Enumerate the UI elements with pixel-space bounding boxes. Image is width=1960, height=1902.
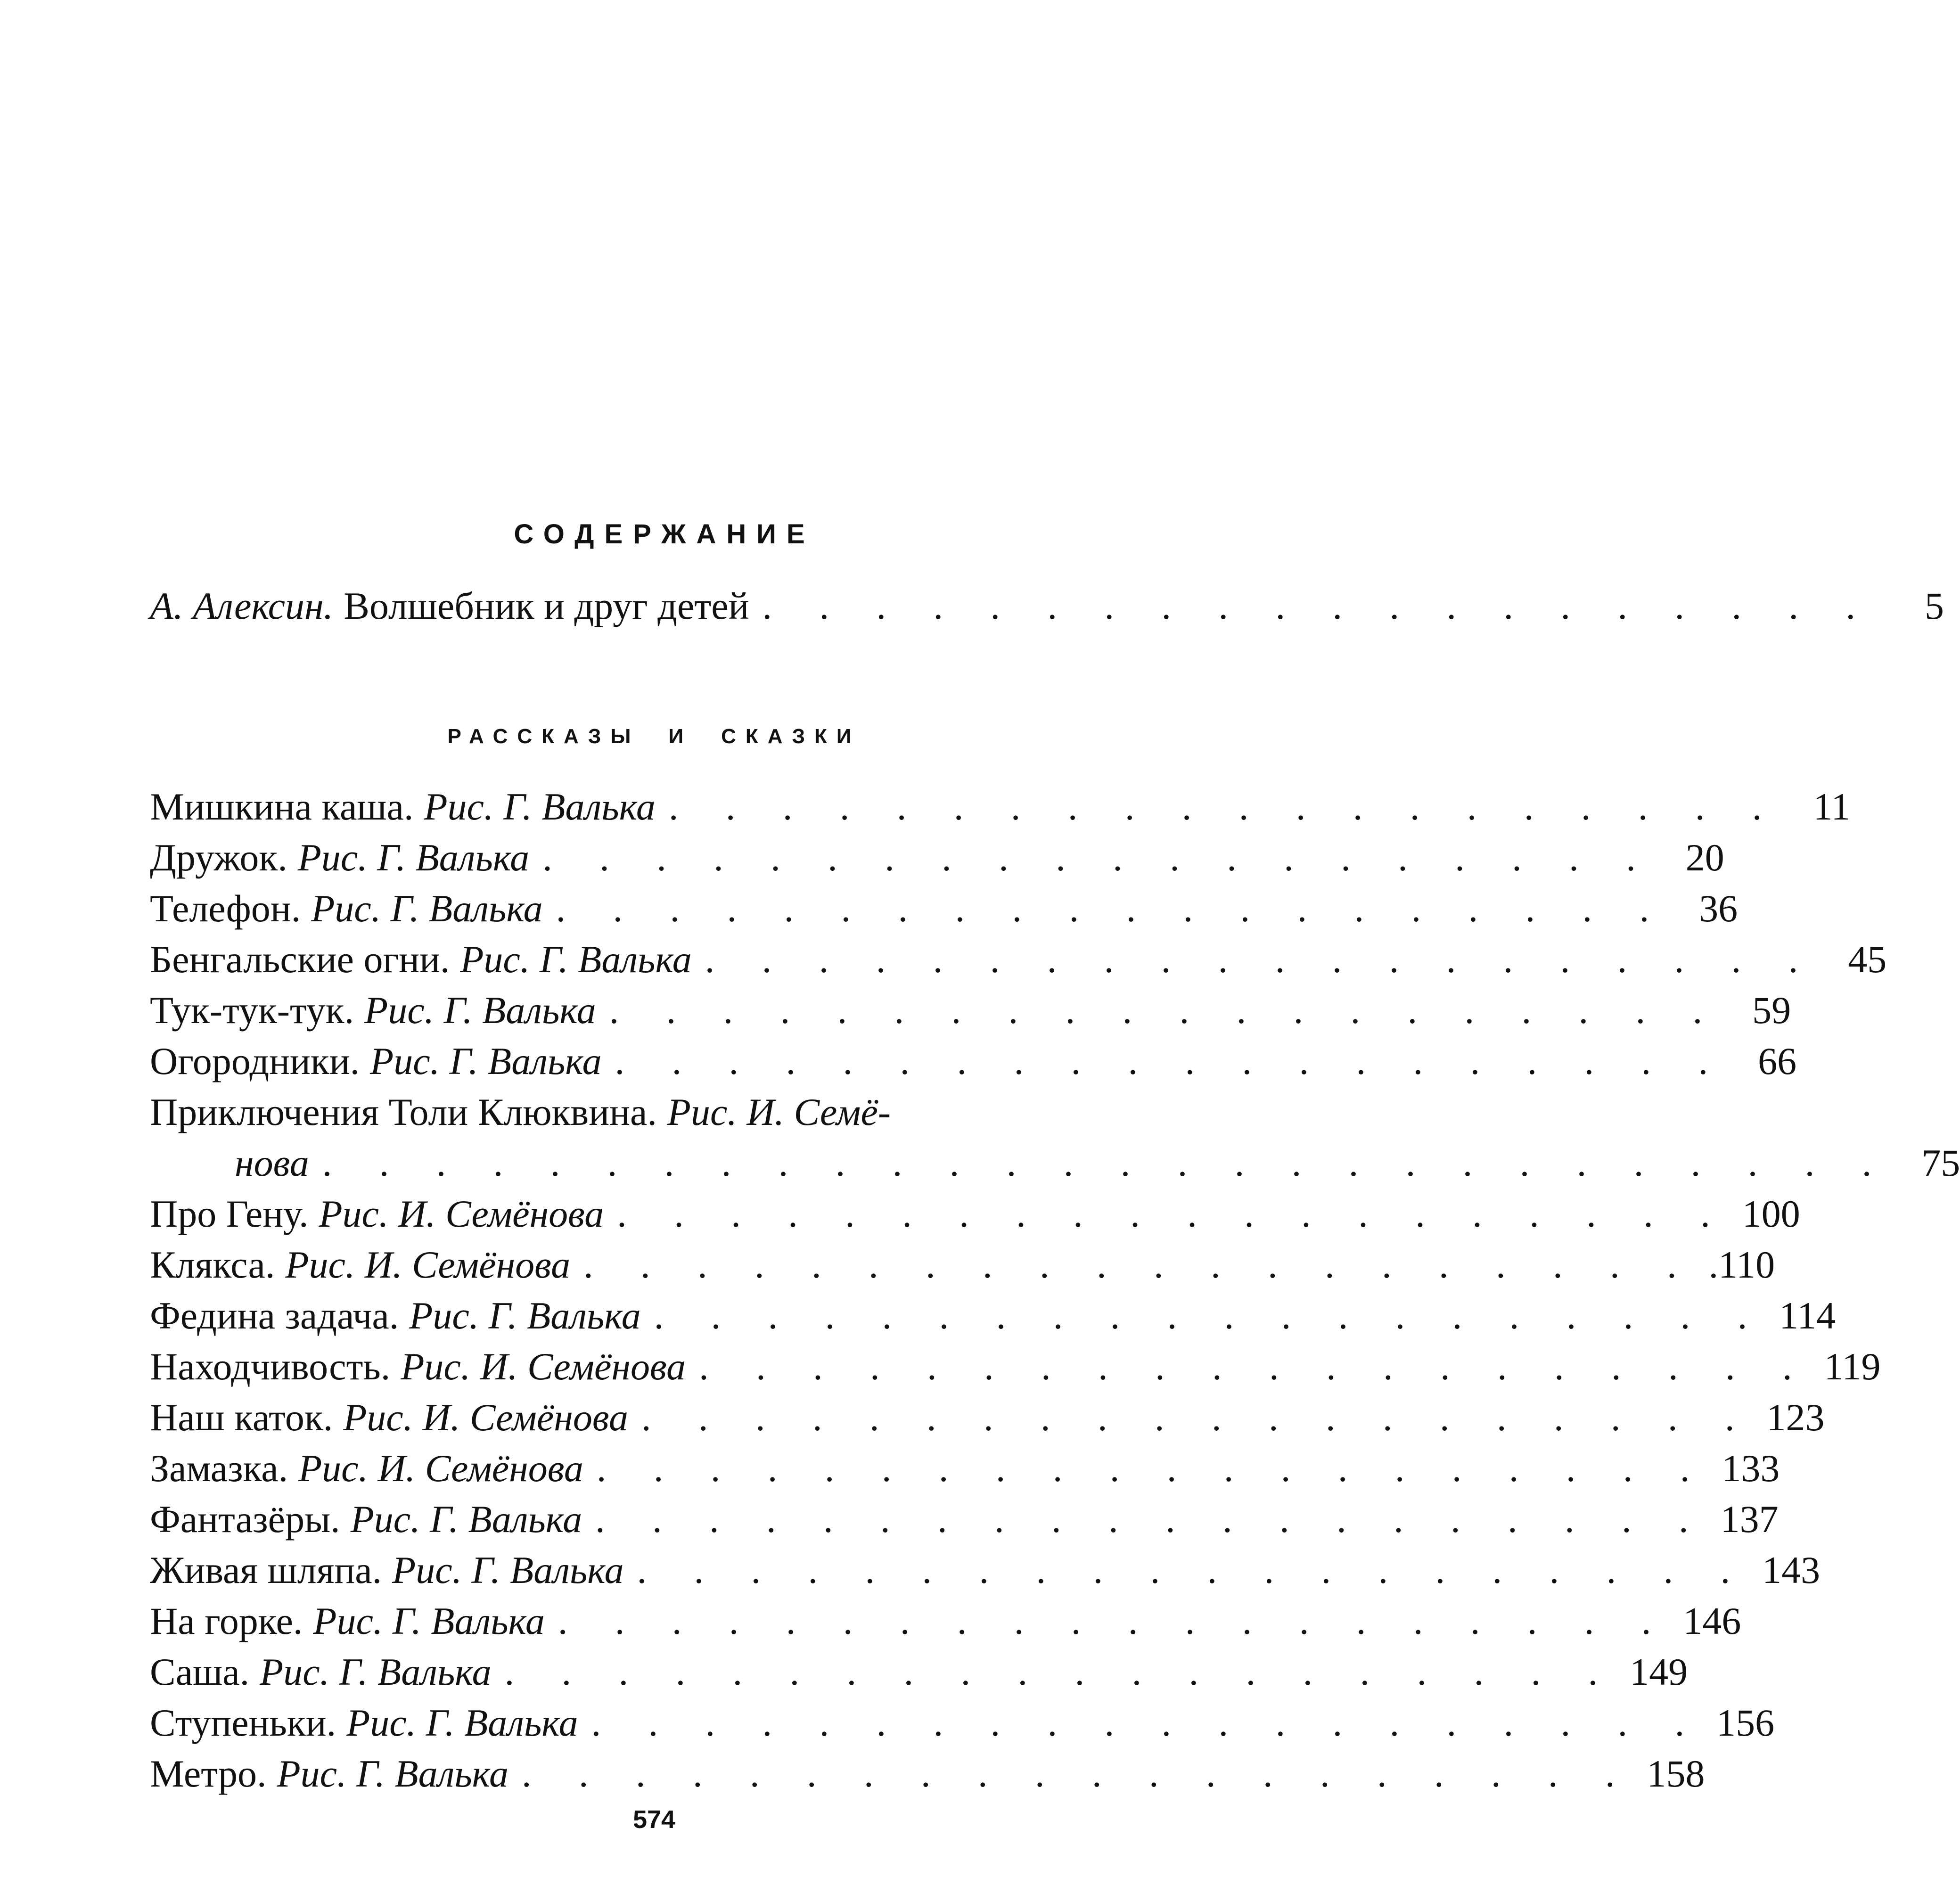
- toc-entry: [150, 1341, 1881, 1392]
- intro-author: А. Алексин.: [150, 584, 334, 627]
- entry-illustrator: Рис. Г. Валька: [277, 1752, 509, 1795]
- entry-page-number: 100: [1742, 1192, 1800, 1235]
- entry-title: Про Гену.: [150, 1192, 309, 1235]
- entry-page-number: 158: [1647, 1752, 1705, 1795]
- entry-title: На горке.: [150, 1599, 303, 1642]
- section-heading: [0, 725, 1308, 748]
- entry-illustrator: Рис. И. Семёнова: [319, 1192, 604, 1235]
- entry-page-number: 146: [1683, 1599, 1741, 1642]
- entry-title: Находчивость.: [150, 1345, 391, 1388]
- entry-page-number: 45: [1848, 938, 1887, 981]
- section-heading-word: СКАЗКИ: [721, 725, 861, 748]
- entry-page-number: 137: [1720, 1498, 1779, 1541]
- entry-page-number: 123: [1766, 1396, 1825, 1439]
- toc-entry: [150, 832, 1724, 883]
- toc-entry: [150, 985, 1791, 1036]
- entry-illustrator: Рис. Г. Валька: [409, 1294, 641, 1337]
- entry-illustrator: Рис. Г. Валька: [370, 1040, 602, 1082]
- toc-entry: [150, 934, 1887, 985]
- dot-leader: . . . . . . . . . . . . . . . . . . . .: [596, 1447, 1709, 1490]
- entry-page-number: 20: [1685, 836, 1724, 879]
- dot-leader: . . . . . . . . . . . . . . . . . . . .: [522, 1752, 1634, 1795]
- page-number: 574: [632, 1805, 676, 1834]
- entry-illustrator: Рис. Г. Валька: [460, 938, 692, 981]
- entry-title: Замазка.: [150, 1447, 288, 1490]
- toc-entry: [150, 1545, 1821, 1596]
- entry-page-number: 114: [1779, 1294, 1836, 1337]
- toc-intro-entry: [150, 581, 1944, 631]
- entry-title: Метро.: [150, 1752, 267, 1795]
- dot-leader: . . . . . . . . . . . . . . . . . . . .: [762, 584, 1874, 627]
- entry-illustrator: Рис. Г. Валька: [350, 1498, 582, 1541]
- dot-leader: . . . . . . . . . . . . . . . . . . . . . . . . . . . .: [322, 1141, 1891, 1184]
- entry-page-number: 143: [1762, 1549, 1821, 1591]
- toc-entry: [150, 1697, 1775, 1748]
- entry-illustrator: Рис. И. Семёнова: [401, 1345, 686, 1388]
- entry-illustrator-continued: нова: [235, 1141, 309, 1184]
- toc-entry: [150, 781, 1851, 832]
- intro-title: Волшебник и друг детей: [344, 584, 749, 627]
- dot-leader: . . . . . . . . . . . . . . . . . . . .: [615, 1040, 1727, 1082]
- toc-entry-continuation: [150, 1138, 1960, 1189]
- toc-entry: [150, 1392, 1825, 1443]
- dot-leader: . . . . . . . . . . . . . . . . . . . .: [504, 1650, 1617, 1693]
- entry-illustrator: Рис. Г. Валька: [346, 1701, 578, 1744]
- entry-page-number: 149: [1630, 1650, 1688, 1693]
- toc-entry: [150, 1596, 1741, 1647]
- toc-entry: [150, 883, 1738, 934]
- entry-illustrator: Рис. Г. Валька: [311, 887, 543, 930]
- entry-illustrator: Рис. И. Семёнова: [298, 1447, 583, 1490]
- entry-title: Саша.: [150, 1650, 250, 1693]
- dot-leader: . . . . . . . . . . . . . . . . . . . .: [641, 1396, 1754, 1439]
- section-heading-word: И: [668, 725, 693, 748]
- entry-page-number: 36: [1699, 887, 1738, 930]
- entry-page-number: 11: [1813, 785, 1851, 828]
- toc-entry: [150, 1087, 1154, 1138]
- entry-title: Тук-тук-тук.: [150, 989, 354, 1032]
- dot-leader: . . . . . . . . . . . . . . . . . . . .: [699, 1345, 1811, 1388]
- dot-leader: . . . . . . . . . . . . . . . . . . . .: [542, 836, 1655, 879]
- entry-page-number: 66: [1758, 1040, 1797, 1082]
- entry-page-number: 59: [1752, 989, 1791, 1032]
- entry-page-number: 119: [1824, 1345, 1881, 1388]
- entry-page-number: 133: [1722, 1447, 1780, 1490]
- entry-illustrator: Рис. И. Семёнова: [343, 1396, 628, 1439]
- entry-illustrator: Рис. Г. Валька: [392, 1549, 624, 1591]
- entry-illustrator: Рис. Г. Валька: [297, 836, 530, 879]
- entry-title: Ступеньки.: [150, 1701, 336, 1744]
- contents-heading: СОДЕРЖАНИЕ: [514, 519, 815, 549]
- toc-entry: [150, 1239, 1775, 1290]
- entry-illustrator: Рис. Г. Валька: [260, 1650, 492, 1693]
- toc-entry: [150, 1036, 1797, 1087]
- entry-illustrator: Рис. И. Семёнова: [285, 1243, 571, 1286]
- entry-title: Мишкина каша.: [150, 785, 414, 828]
- toc-entry: [150, 1290, 1836, 1341]
- entry-illustrator: Рис. Г. Валька: [364, 989, 596, 1032]
- entry-title: Наш каток.: [150, 1396, 333, 1439]
- entry-page-number: .110: [1708, 1243, 1775, 1286]
- dot-leader: . . . . . . . . . . . . . . . . . . . .: [558, 1599, 1670, 1642]
- entry-page-number: 75: [1921, 1141, 1960, 1184]
- toc-entry: [150, 1189, 1800, 1239]
- entry-illustrator: Рис. Г. Валька: [424, 785, 656, 828]
- dot-leader: . . . . . . . . . . . . . . . . . . . .: [583, 1243, 1696, 1286]
- dot-leader: . . . . . . . . . . . . . . . . . . . .: [654, 1294, 1766, 1337]
- dot-leader: . . . . . . . . . . . . . . . . . . . .: [556, 887, 1668, 930]
- toc-entry: [150, 1494, 1779, 1545]
- section-heading-word: РАССКАЗЫ: [447, 725, 640, 748]
- dot-leader: . . . . . . . . . . . . . . . . . . . .: [595, 1498, 1707, 1541]
- dot-leader: . . . . . . . . . . . . . . . . . . . .: [705, 938, 1817, 981]
- entry-illustrator: Рис. Г. Валька: [313, 1599, 545, 1642]
- dot-leader: . . . . . . . . . . . . . . . . . . . .: [609, 989, 1722, 1032]
- toc-entry: [150, 1443, 1780, 1494]
- intro-page-number: 5: [1924, 584, 1944, 627]
- dot-leader: . . . . . . . . . . . . . . . . . . . .: [637, 1549, 1749, 1591]
- toc-entry: [150, 1748, 1705, 1799]
- entry-title: Клякса.: [150, 1243, 275, 1286]
- entry-title: Телефон.: [150, 887, 301, 930]
- entry-title: Огородники.: [150, 1040, 360, 1082]
- dot-leader: . . . . . . . . . . . . . . . . . . . .: [617, 1192, 1729, 1235]
- entry-title: Живая шляпа.: [150, 1549, 382, 1591]
- entry-title: Приключения Толи Клюквина.: [150, 1090, 657, 1133]
- entry-title: Бенгальские огни.: [150, 938, 450, 981]
- entry-title: Федина задача.: [150, 1294, 399, 1337]
- dot-leader: . . . . . . . . . . . . . . . . . . . .: [591, 1701, 1704, 1744]
- entry-title: Фантазёры.: [150, 1498, 340, 1541]
- entry-illustrator: Рис. И. Семё-: [667, 1090, 891, 1133]
- entry-page-number: 156: [1716, 1701, 1775, 1744]
- toc-entry: [150, 1647, 1688, 1697]
- entry-title: Дружок.: [150, 836, 287, 879]
- dot-leader: . . . . . . . . . . . . . . . . . . . .: [668, 785, 1781, 828]
